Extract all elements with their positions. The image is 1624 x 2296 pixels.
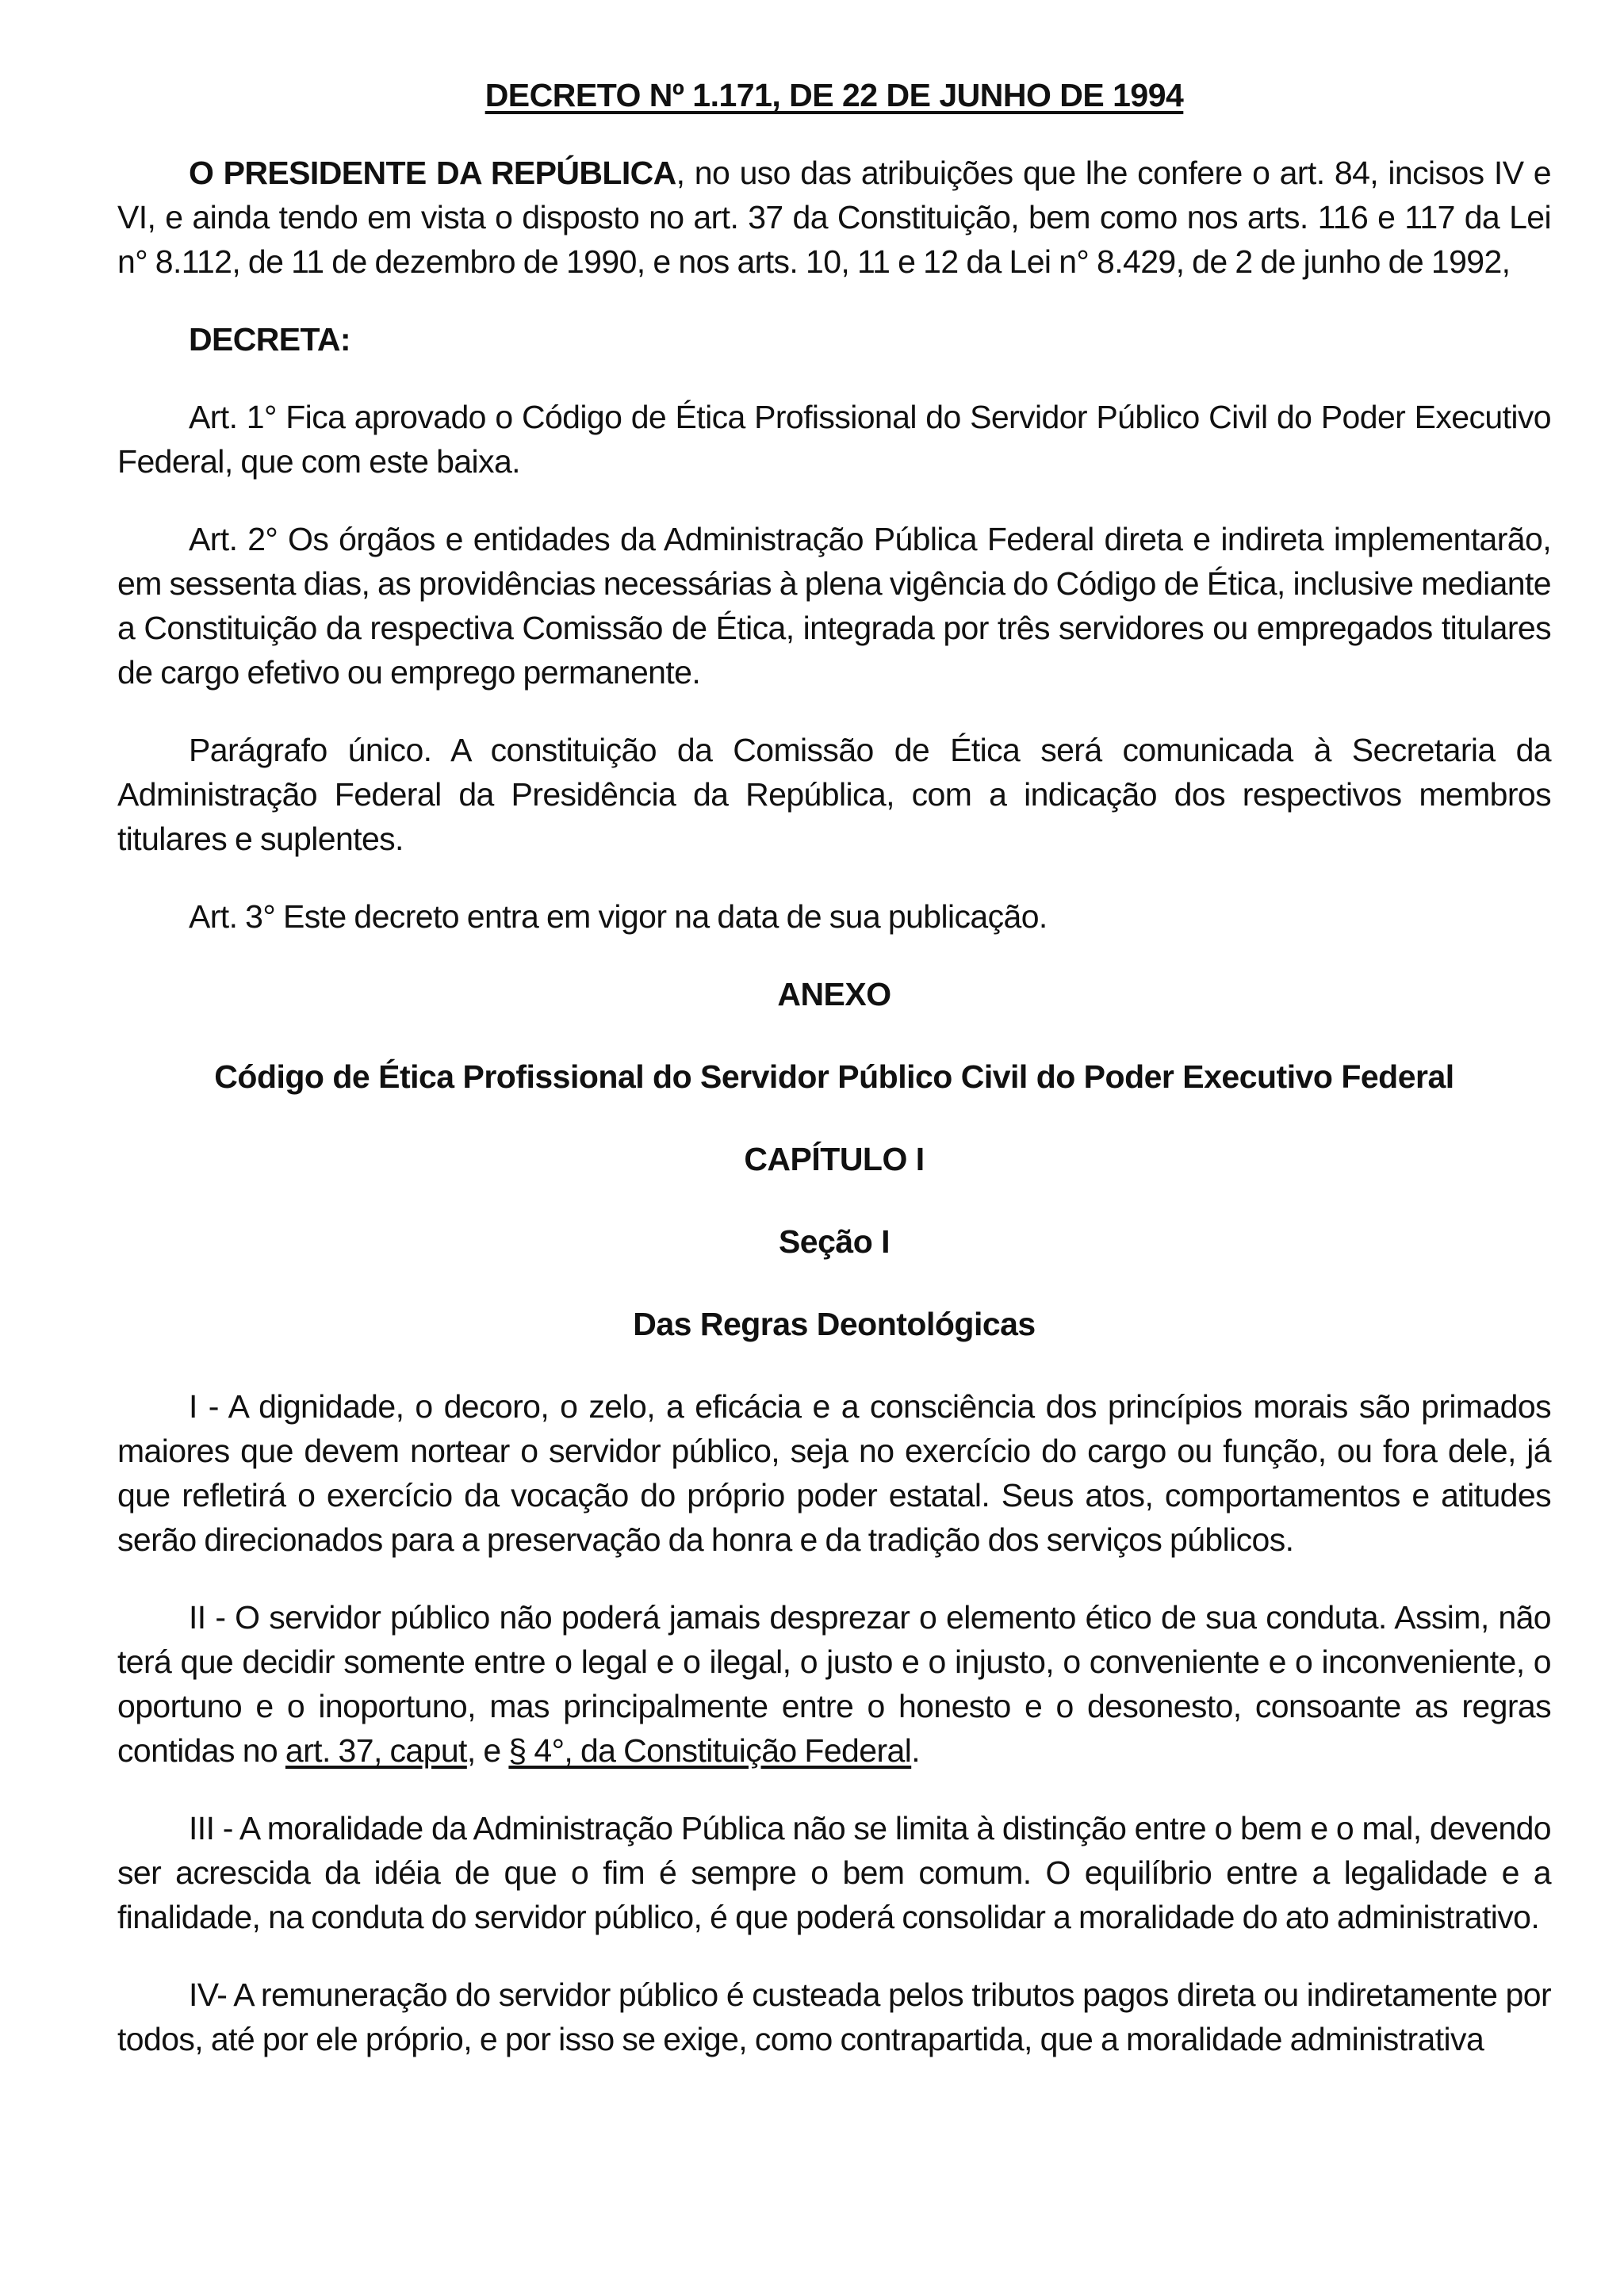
rule-2 xyxy=(117,1595,1551,1773)
code-title: Código de Ética Profissional do Servidor Público Civil do Poder Executivo Federal xyxy=(214,1058,1454,1095)
article-2: Art. 2° Os órgãos e entidades da Administração Pública Federal direta e indireta implementarão, em sessenta dias, as providências necessárias à plena vigência do Código de Ética, inclusive mediante a Constituição da respectiva Comissão de Ética, integrada por três servidores ou empregados titulares de cargo efetivo ou emprego permanente. xyxy=(117,521,1551,691)
paragrafo-unico: Parágrafo único. A constituição da Comissão de Ética será comunicada à Secretaria da Administração Federal da Presidência da República, com a indicação dos respectivos membros titulares e suplentes. xyxy=(117,732,1551,857)
section-title: Das Regras Deontológicas xyxy=(633,1306,1036,1342)
link-constituicao-federal[interactable]: § 4°, da Constituição Federal xyxy=(508,1732,912,1769)
article-1: Art. 1° Fica aprovado o Código de Ética Profissional do Servidor Público Civil do Poder Executivo Federal, que com este baixa. xyxy=(117,399,1551,480)
rule-3: III - A moralidade da Administração Pública não se limita à distinção entre o bem e o mal, devendo ser acrescida da idéia de que o fim é sempre o bem comum. O equilíbrio entre a legalidade e a finalidade, na conduta do servidor público, é que poderá consolidar a moralidade do ato administrativo. xyxy=(117,1810,1551,1935)
rule-2-end: . xyxy=(911,1732,920,1769)
article-3: Art. 3° Este decreto entra em vigor na data de sua publicação. xyxy=(189,898,1048,935)
rule-1: I - A dignidade, o decoro, o zelo, a eficácia e a consciência dos princípios morais são primados maiores que devem nortear o servidor público, seja no exercício do cargo ou função, ou fora dele, já que refletirá o exercício da vocação do próprio poder estatal. Seus atos, comportamentos e atitudes serão direcionados para a preservação da honra e da tradição dos serviços públicos. xyxy=(117,1388,1551,1558)
link-art-37-caput[interactable]: art. 37, caput xyxy=(285,1732,467,1769)
preamble-text: , no uso das atribuições que lhe confere o art. 84, incisos IV e VI, e ainda tendo em vista o disposto no art. 37 da Constituição, bem como nos arts. 116 e 117 da Lei n° 8.112, de 11 de dezembro de 1990, e nos arts. 10, 11 e 12 da Lei n° 8.429, de 2 de junho de 1992, xyxy=(117,155,1552,280)
chapter-heading: CAPÍTULO I xyxy=(744,1141,925,1177)
decreta-heading: DECRETA: xyxy=(189,321,350,358)
rule-4: IV- A remuneração do servidor público é custeada pelos tributos pagos direta ou indiretamente por todos, até por ele próprio, e por isso se exige, como contrapartida, que a moralidade administrativa xyxy=(117,1976,1551,2057)
preamble-subject: O PRESIDENTE DA REPÚBLICA xyxy=(189,155,676,191)
annex-label: ANEXO xyxy=(777,976,891,1012)
rule-2-text: II - O servidor público não poderá jamais desprezar o elemento ético de sua conduta. Assim, não terá que decidir somente entre o legal e o ilegal, o justo e o injusto, o conveniente e o inconveniente, o oportuno e o inoportuno, mas principalmente entre o honesto e o desonesto, consoante as regras contidas no xyxy=(117,1599,1551,1769)
decree-title: DECRETO Nº 1.171, DE 22 DE JUNHO DE 1994 xyxy=(485,77,1184,113)
rule-2-connector: , e xyxy=(466,1732,509,1769)
preamble-paragraph xyxy=(117,151,1551,284)
section-heading: Seção I xyxy=(778,1223,891,1260)
document-page xyxy=(117,73,1551,2095)
